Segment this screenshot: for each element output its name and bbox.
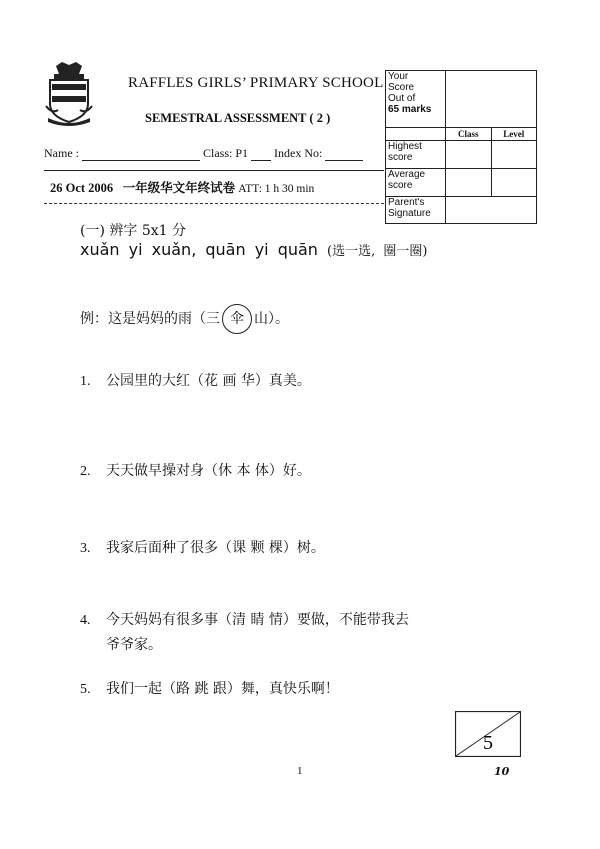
section-title: (一) 辨字 5x1 分 (80, 223, 186, 239)
level-header: Level (491, 128, 537, 141)
your-score-cell[interactable] (446, 71, 537, 128)
school-crest-logo (44, 60, 94, 126)
divider-dashed (44, 203, 384, 204)
section-instruction (80, 240, 427, 259)
name-label: Name : (44, 146, 79, 160)
handwritten-score: 10 (494, 765, 510, 778)
average-class-cell[interactable] (446, 169, 492, 197)
exam-duration: ATT: 1 h 30 min (238, 183, 315, 195)
question-3[interactable]: 3. 我家后面种了很多（课 颗 棵）树。 (80, 540, 325, 556)
name-field[interactable] (82, 148, 200, 161)
divider (44, 170, 384, 171)
pinyin-text: xuǎn yi xuǎn, quān yi quān (80, 240, 318, 259)
average-level-cell[interactable] (491, 169, 537, 197)
parent-signature-cell[interactable] (446, 197, 537, 224)
question-4[interactable]: 4. 今天妈妈有很多事（清 睛 情）要做，不能带我去 爷爷家。 (80, 612, 409, 653)
highest-class-cell[interactable] (446, 141, 492, 169)
highest-level-cell[interactable] (491, 141, 537, 169)
question-2[interactable]: 2. 天天做早操对身（休 本 体）好。 (80, 463, 311, 479)
paper-title: 一年级华文年终试卷 (122, 181, 236, 195)
exam-date: 26 Oct 2006 (50, 181, 114, 195)
class-header: Class (446, 128, 492, 141)
index-label: Index No: (274, 146, 323, 160)
page-number: 1 (297, 765, 303, 777)
index-field[interactable] (325, 148, 363, 161)
average-score-label: Average score (386, 169, 446, 197)
highest-score-label: Highest score (386, 141, 446, 169)
student-info-row (44, 146, 363, 161)
question-5[interactable]: 5. 我们一起（路 跳 跟）舞，真快乐啊！ (80, 681, 339, 697)
example-question: 例：这是妈妈的雨（三 伞 山）。 (80, 304, 289, 334)
instruction-text: (选一选, 圈一圈) (327, 244, 428, 259)
section-marks: 5 (483, 732, 493, 754)
assessment-title: SEMESTRAL ASSESSMENT ( 2 ) (145, 111, 331, 125)
your-score-label: Your Score Out of 65 marks (386, 71, 446, 128)
class-field[interactable] (251, 148, 271, 161)
question-1[interactable]: 1. 公园里的大红（花 画 华）真美。 (80, 373, 311, 389)
circled-answer: 伞 (222, 304, 252, 334)
exam-info-row (50, 178, 314, 196)
section-marks-box (455, 711, 521, 757)
school-name: RAFFLES GIRLS’ PRIMARY SCHOOL (128, 75, 384, 91)
class-label: Class: P1 (203, 146, 249, 160)
score-table (385, 70, 537, 224)
parent-signature-label: Parent's Signature (386, 197, 446, 224)
